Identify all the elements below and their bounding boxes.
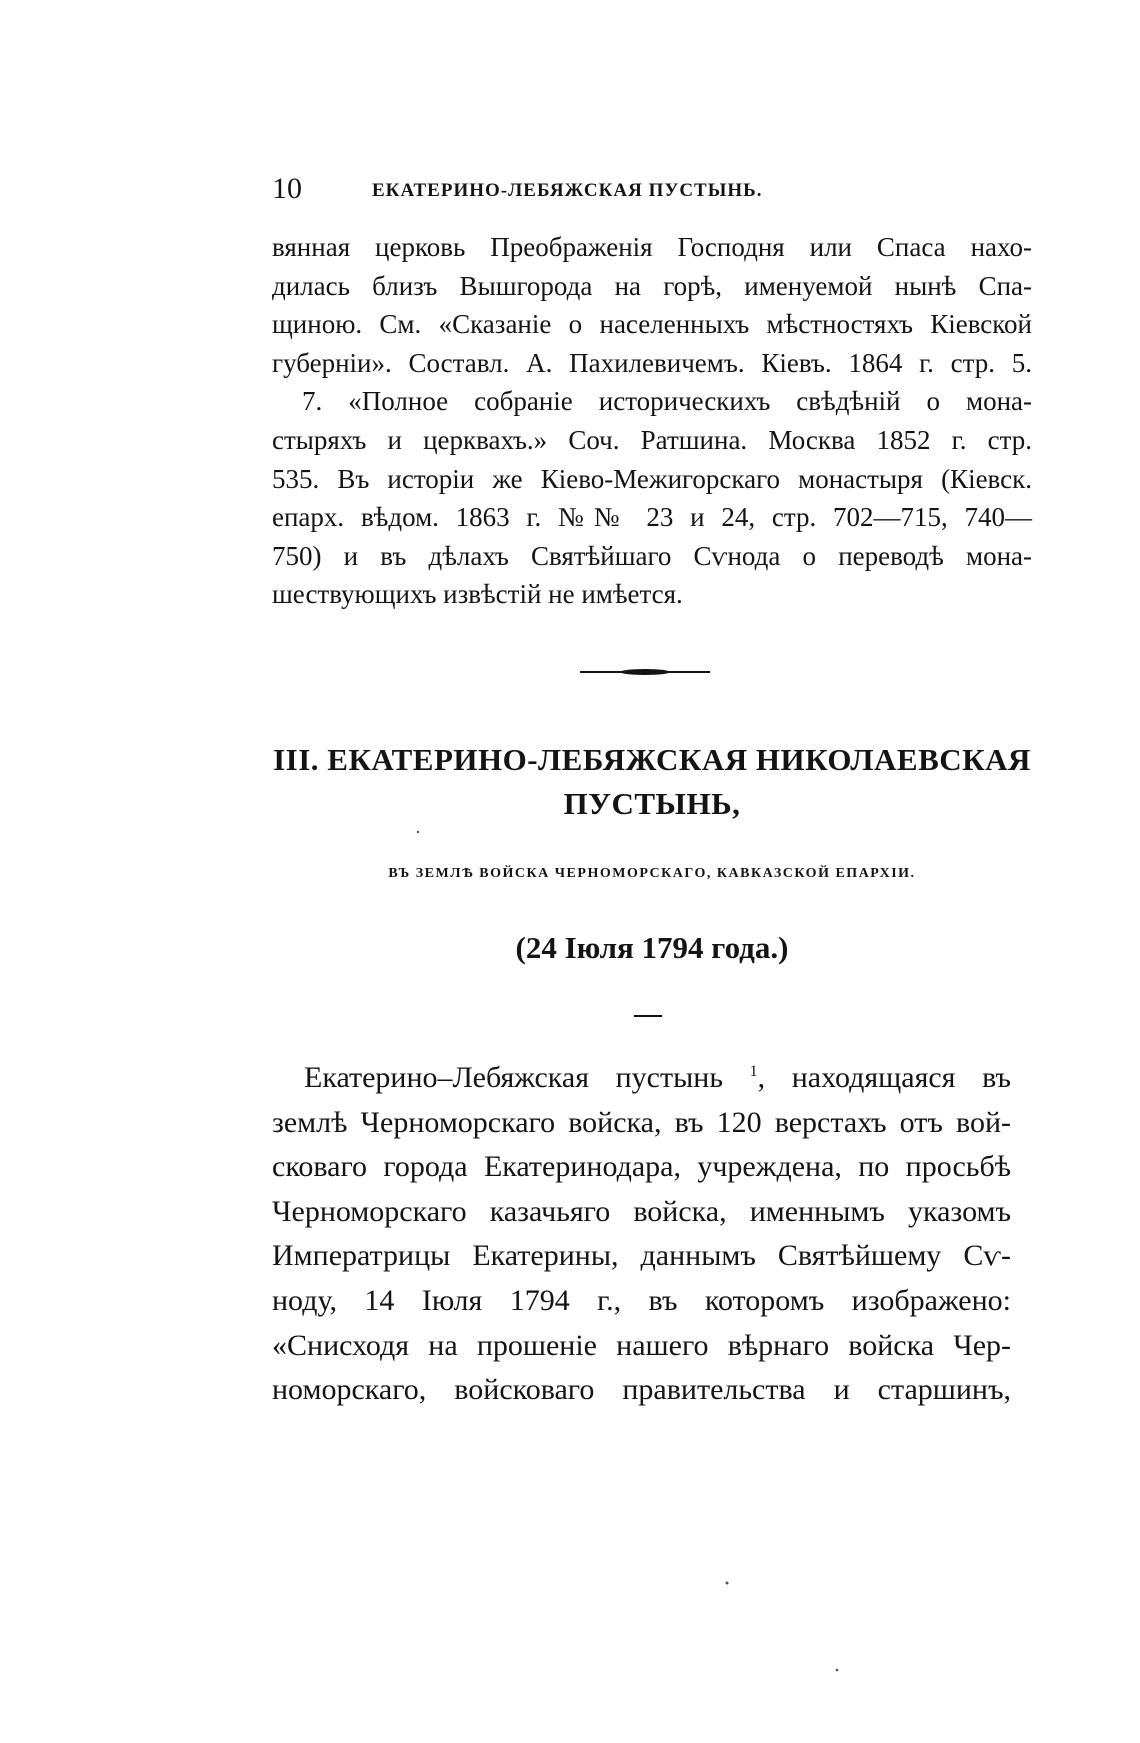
body-line-end: , находящаяся въ [757, 1061, 1012, 1094]
short-rule [634, 1015, 662, 1017]
scan-speck [836, 1669, 839, 1672]
body-line: ноду, 14 Іюля 1794 г., въ которомъ изображено: [272, 1283, 1011, 1317]
body-line: Императрицы Екатерины, даннымъ Святѣйшему Сѵ- [272, 1239, 1011, 1273]
body-line: сковаго города Екатеринодара, учреждена, по просьбѣ [272, 1150, 1011, 1184]
scan-speck [726, 1582, 729, 1585]
body-line [272, 1056, 1011, 1101]
section-date: (24 Іюля 1794 года.) [515, 930, 789, 965]
body-line: землѣ Черноморскаго войска, въ 120 верстахъ отъ вой- [272, 1105, 1011, 1139]
section-title-line: III. ЕКАТЕРИНО-ЛЕБЯЖСКАЯ НИКОЛАЕВСКАЯ [273, 742, 1031, 777]
footnote-line: щиною. См. «Сказаніе о населенныхъ мѣстностяхъ Кіевской [272, 309, 1032, 340]
footnote-reference[interactable]: 1 [749, 1063, 758, 1080]
section-title [272, 738, 1032, 826]
page-header [272, 172, 900, 212]
body-line-start: Екатерино–Лебяжская пустынь [304, 1061, 724, 1094]
footnote-line: губерніи». Составл. А. Пахилевичемъ. Кіевъ. 1864 г. стр. 5. [272, 347, 1032, 378]
footnote-line: дилась близъ Вышгорода на горѣ, именуемой нынѣ Спа- [272, 270, 1032, 301]
section-title-line: ПУСТЫНЬ, [563, 786, 741, 821]
scan-speck [417, 831, 419, 833]
footnote-line: 7. «Полное собраніе историческихъ свѣдѣній о мона- [302, 386, 1032, 417]
footnote-line: епарх. вѣдом. 1863 г. №№ 23 и 24, стр. 702—715, 740— [272, 502, 1032, 533]
ornamental-rule-swell [620, 669, 670, 675]
body-line: «Снисходя на прошеніе нашего вѣрнаго войска Чер- [272, 1328, 1011, 1362]
running-head: ЕКАТЕРИНО-ЛЕБЯЖСКАЯ ПУСТЫНЬ. [372, 180, 763, 201]
ornamental-rule [580, 668, 710, 676]
footnote-line: вянная церковь Преображенія Господня или Спаса нахо- [272, 232, 1032, 262]
footnote-line: шествующихъ извѣстій не имѣется. [272, 579, 683, 610]
body-text [272, 1056, 1011, 1413]
section-subtitle: ВЪ ЗЕМЛѢ ВОЙСКА ЧЕРНОМОРСКАГО, КАВКАЗСКОЙ ЕПАРХІИ. [388, 866, 916, 881]
footnote-line: 750) и въ дѣлахъ Святѣйшаго Сѵнода о переводѣ мона- [272, 540, 1032, 571]
page-number: 10 [272, 172, 302, 205]
footnote-line: 535. Въ исторіи же Кіево-Межигорскаго монастыря (Кіевск. [272, 463, 1032, 494]
footnote-line: стыряхъ и церквахъ.» Соч. Ратшина. Москва 1852 г. стр. [272, 424, 1032, 455]
body-line: Черноморскаго казачьяго войска, именнымъ указомъ [272, 1194, 1011, 1228]
body-line: номорскаго, войсковаго правительства и старшинъ, [272, 1373, 1011, 1407]
footnotes-block [272, 228, 1032, 614]
